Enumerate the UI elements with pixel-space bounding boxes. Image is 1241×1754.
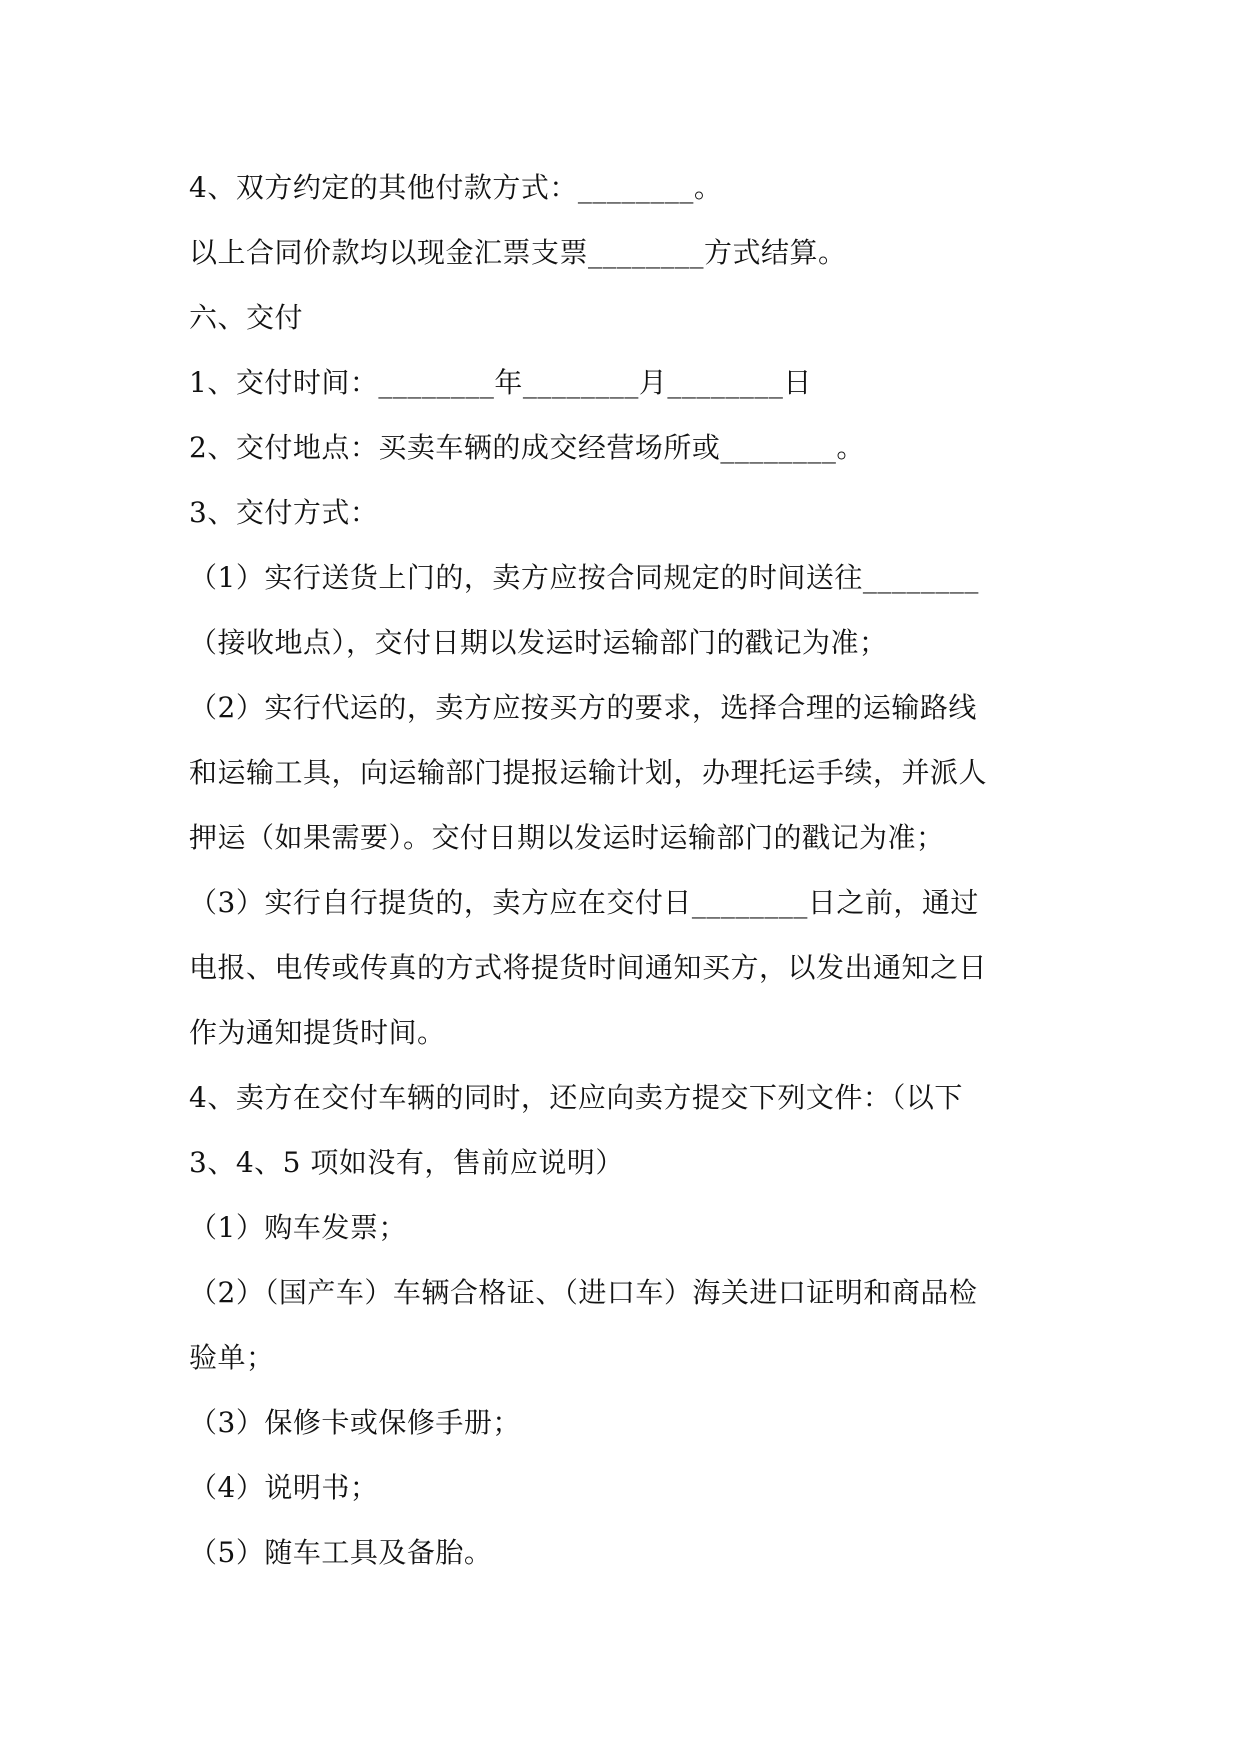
- text-line: （5）随车工具及备胎。: [189, 1536, 493, 1569]
- text-line: 和运输工具，向运输部门提报运输计划，办理托运手续，并派人: [189, 756, 988, 789]
- text-line: 3、4、5 项如没有，售前应说明）: [189, 1146, 624, 1179]
- text-line: （2）（国产车）车辆合格证、（进口车）海关进口证明和商品检: [189, 1276, 978, 1309]
- text-line: 以上合同价款均以现金汇票支票________方式结算。: [189, 236, 847, 269]
- text-line: （4）说明书；: [189, 1471, 379, 1504]
- text-line: （2）实行代运的，卖方应按买方的要求，选择合理的运输路线: [189, 691, 977, 724]
- text-line: 4、双方约定的其他付款方式：________。: [189, 171, 723, 204]
- text-line: （3）实行自行提货的，卖方应在交付日________日之前，通过: [189, 886, 979, 919]
- text-line: 押运（如果需要）。交付日期以发运时运输部门的戳记为准；: [189, 821, 945, 854]
- text-line: （1）购车发票；: [189, 1211, 407, 1244]
- text-line: （接收地点），交付日期以发运时运输部门的戳记为准；: [189, 626, 888, 659]
- text-line: （3）保修卡或保修手册；: [189, 1406, 521, 1439]
- section-heading: 六、交付: [189, 301, 304, 334]
- text-line: 4、卖方在交付车辆的同时，还应向卖方提交下列文件：（以下: [189, 1081, 963, 1114]
- text-line: 验单；: [189, 1341, 275, 1374]
- text-line: 作为通知提货时间。: [189, 1016, 446, 1049]
- text-line: 3、交付方式：: [189, 496, 379, 529]
- text-line: 电报、电传或传真的方式将提货时间通知买方，以发出通知之日: [189, 951, 988, 984]
- text-line: 2、交付地点：买卖车辆的成交经营场所或________。: [189, 431, 865, 464]
- text-line: 1、交付时间：________年________月________日: [189, 366, 812, 399]
- text-line: （1）实行送货上门的，卖方应按合同规定的时间送往________: [189, 561, 979, 594]
